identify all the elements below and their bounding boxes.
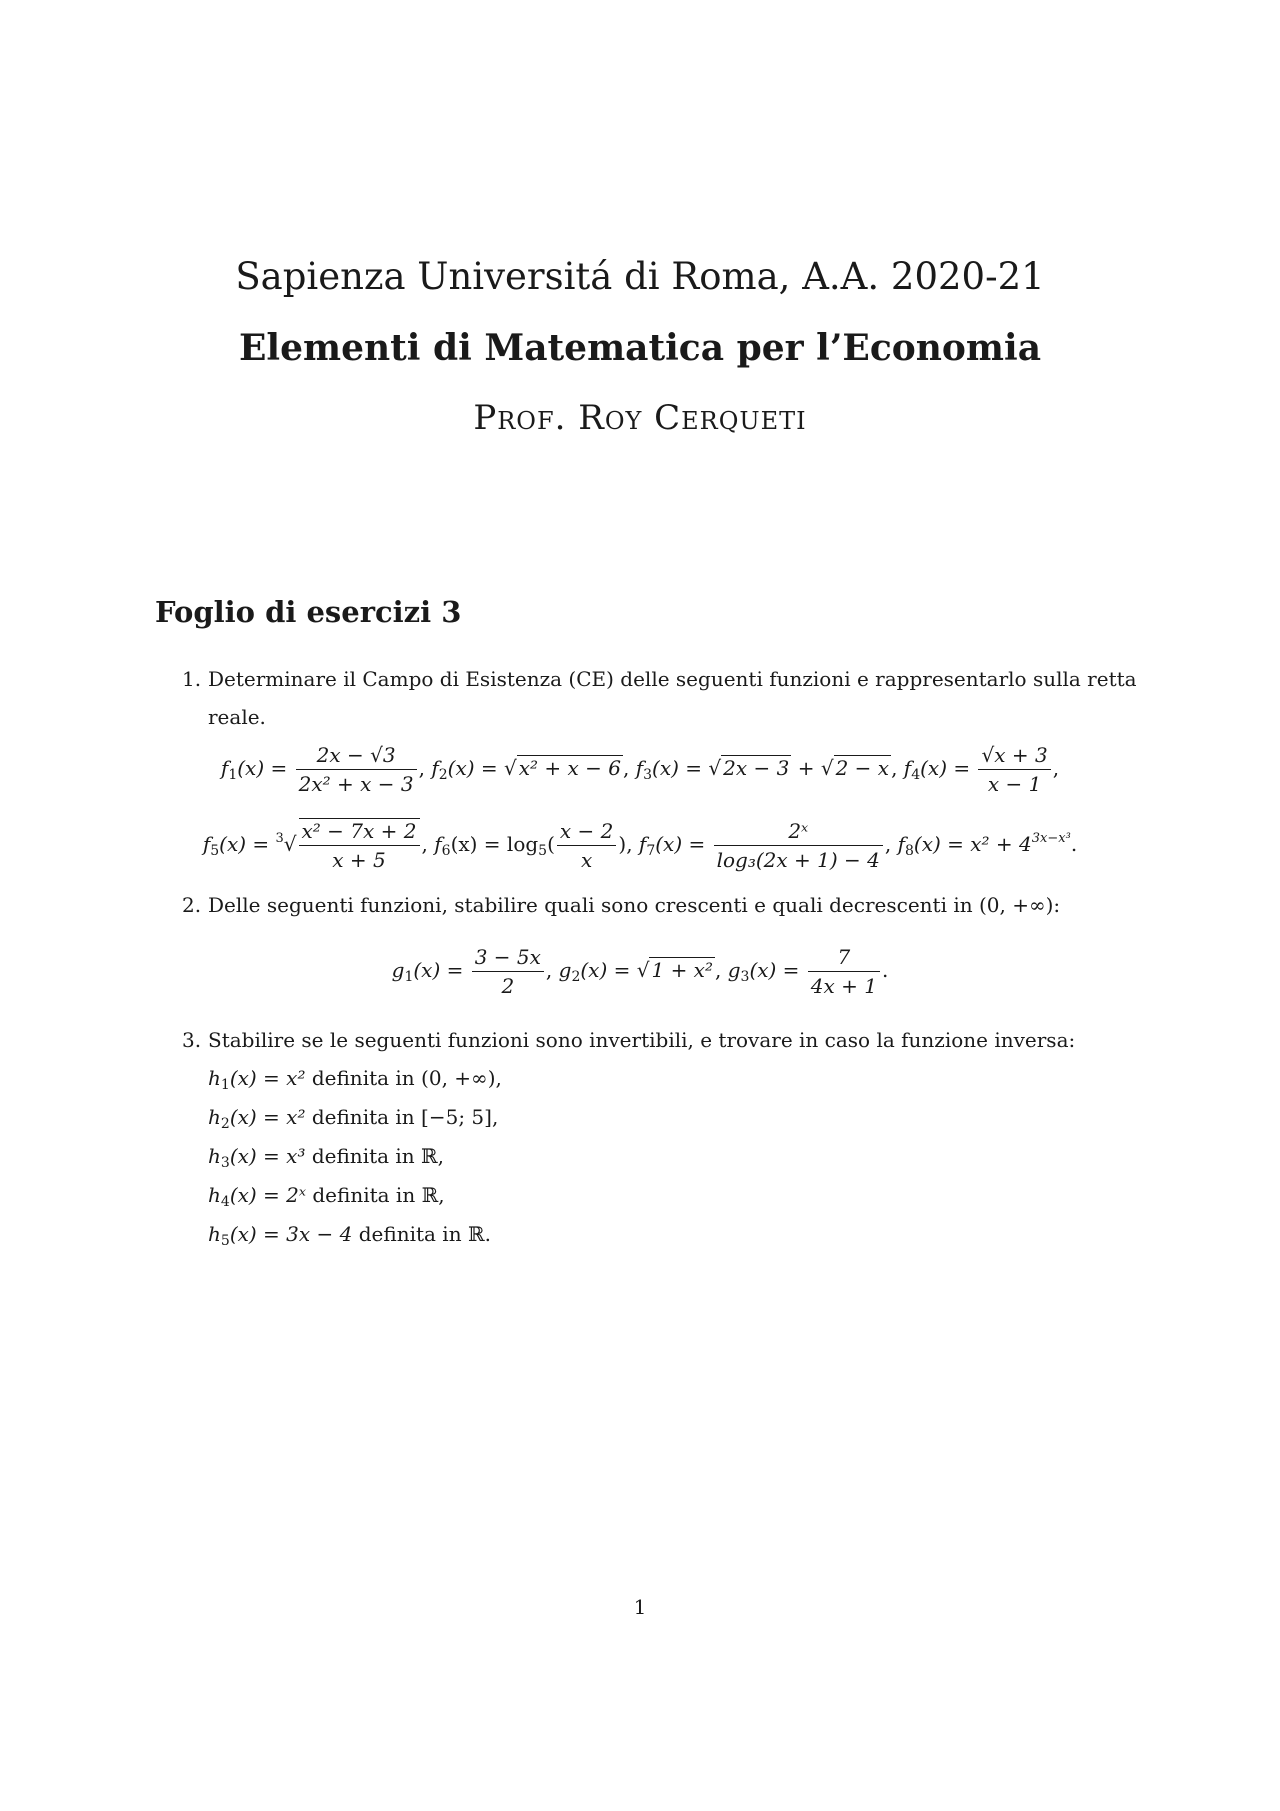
exercise-text-cont: reale. <box>208 705 266 729</box>
professor-name: Prof. Roy Cerqueti <box>473 398 807 438</box>
formula-g1: $g_1(x)$ = $\frac{3 - 5x}{2}$ , <box>391 945 559 998</box>
square-root: √ 1 + x² <box>636 958 713 982</box>
formula-row-2 <box>0 818 1280 872</box>
fraction: $\frac{x - 2}{x}$ <box>557 819 616 872</box>
formula-f5: $f_5(x) = ^3√$ $\frac{\text{x² − 7x + 2}}{x + 5}$ , <box>202 819 435 872</box>
formula-f4: $f_4(x)$ = $\frac{√x + 3}{x - 1}$ , <box>903 743 1060 796</box>
square-root: √ 2x − 3 <box>708 756 790 780</box>
formula-f6: $f_6(x) = \log_5$( $\frac{x - 2}{x}$ ), <box>434 818 639 872</box>
cube-root: √ <box>283 831 297 856</box>
fraction: $\frac{7}{4x + 1}$ <box>808 945 880 998</box>
formula-f2: $f_2(x)$ = √ x² + x − 6 , <box>431 756 636 783</box>
fraction: $\frac{√x + 3}{x - 1}$ <box>978 743 1050 796</box>
exercise-number: 1. <box>182 667 202 691</box>
exercise-text: Delle seguenti funzioni, stabilire quali sono crescenti e quali decrescenti in (0, +∞): <box>208 893 1061 917</box>
exercise-number: 2. <box>182 893 202 917</box>
formula-row-1 <box>0 743 1280 796</box>
fraction: $\frac{2x - √3}{\text{2x² + x − 3}}$ <box>296 743 417 796</box>
function-h4: $h_4(x)$ = 2ˣ definita in ℝ, <box>208 1183 445 1210</box>
course-title: Elementi di Matematica per l’Economia <box>238 327 1042 369</box>
page-number: 1 <box>633 1595 647 1619</box>
formula-f7: $f_7(x)$ = $\frac{\text{2ˣ}}{\text{log₃(2x + 1) − 4}}$ , <box>638 818 898 872</box>
exercise-text: Stabilire se le seguenti funzioni sono invertibili, e trovare in caso la funzione inversa: <box>208 1028 1076 1052</box>
function-h5: $h_5(x) = 3x - 4$ definita in ℝ. <box>208 1222 491 1249</box>
formula-f1: $f_1(x)$ = $\frac{2x - √3}{\text{2x² + x − 3}}$ , <box>220 743 432 796</box>
formula-row-g <box>0 945 1280 998</box>
function-h2: $h_2(x) = x^2$ definita in [−5; 5], <box>208 1105 499 1132</box>
exercise-text: Determinare il Campo di Esistenza (CE) delle seguenti funzioni e rappresentarlo sulla retta <box>208 667 1137 691</box>
formula-f3: $f_3(x)$ = √ 2x − 3 + √ 2 − x , <box>635 756 904 783</box>
formula-g2: $g_2(x)$ = √ 1 + x² , <box>558 958 728 985</box>
fraction: $\frac{3 - 5x}{2}$ <box>472 945 544 998</box>
square-root: √ x² + x − 6 <box>504 756 621 780</box>
exercise-number: 3. <box>182 1028 202 1052</box>
university-line: Sapienza Universitá di Roma, A.A. 2020-21 <box>235 255 1045 298</box>
fraction: $\frac{\text{2ˣ}}{\text{log₃(2x + 1) − 4}}$ <box>714 819 883 872</box>
formula-f8: $f_8(x) = x^2 + 4^{3x-x^3}$. <box>897 830 1078 859</box>
function-h3: $h_3(x) = x^3$ definita in ℝ, <box>208 1144 445 1171</box>
function-h1: $h_1(x) = x^2$ definita in (0, +∞), <box>208 1066 502 1093</box>
square-root: √ 2 − x <box>820 756 890 780</box>
fraction: $\frac{\text{x² − 7x + 2}}{x + 5}$ <box>299 818 420 872</box>
formula-g3: $g_3(x)$ = $\frac{7}{4x + 1}$ . <box>727 945 889 998</box>
sheet-title: Foglio di esercizi 3 <box>155 595 462 629</box>
